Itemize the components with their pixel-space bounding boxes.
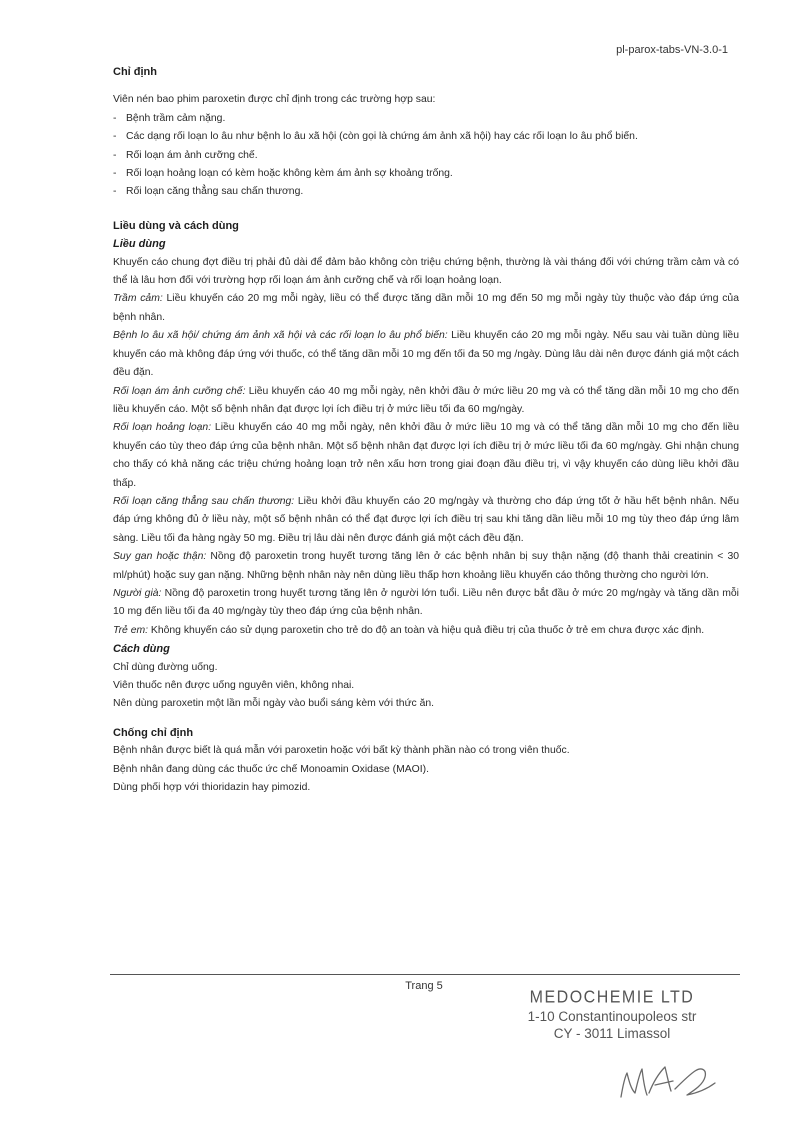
footer-divider <box>110 974 740 975</box>
dose-general-paragraph: Khuyến cáo chung đợt điều trị phải đủ dài để đảm bảo không còn triệu chứng bệnh, thường là vài tháng đối với chứng trầm cảm và có thể là lâu hơn đối với trường hợp rối loạn ám ảnh cưỡng chế và rối loạn hoảng loạn. <box>113 256 739 287</box>
dose-paragraph: Rối loạn căng thẳng sau chấn thương: Liều khởi đầu khuyến cáo 20 mg/ngày và thường cho đáp ứng tốt ở hầu hết bệnh nhân. Nếu đáp ứng không đủ ở liều này, một số bệnh nhân có thể đạt được lợi ích điều trị sau khi tăng dần liều mỗi 10 mg tùy theo đáp ứng lâm sàng. Liều tối đa hàng ngày 50 mg. Điều trị lâu dài nên được đánh giá một cách đều đặn. <box>113 495 739 544</box>
indications-intro: Viên nén bao phim paroxetin được chỉ định trong các trường hợp sau: <box>113 94 436 106</box>
handwritten-signature <box>615 1055 725 1105</box>
subsection-title-dose: Liều dùng <box>113 238 166 251</box>
administration-line: Viên thuốc nên được uống nguyên viên, không nhai. <box>113 680 355 691</box>
dose-paragraph: Trẻ em: Không khuyến cáo sử dụng paroxetin cho trẻ do độ an toàn và hiệu quả điều trị của thuốc ở trẻ em chưa được xác định. <box>113 624 705 636</box>
administration-line: Nên dùng paroxetin một lần mỗi ngày vào buổi sáng kèm với thức ăn. <box>113 698 435 710</box>
administration-line: Chỉ dùng đường uống. <box>113 661 218 673</box>
company-stamp <box>512 988 712 1042</box>
stamp-address-city: CY - 3011 Limassol <box>553 1026 671 1041</box>
subsection-title-administration: Cách dùng <box>113 643 170 656</box>
dose-paragraph: Rối loạn hoảng loạn: Liều khuyến cáo 40 mg mỗi ngày, nên khởi đầu ở mức liều 10 mg và có thể tăng dần mỗi 10 mg cho đến liều khuyến cáo tùy theo đáp ứng của bệnh nhân. Một số bệnh nhân đạt được lợi ích điều trị ở mức liều tối đa 60 mg/ngày. Ghi nhận chung cho thấy có khả năng các triệu chứng hoảng loạn trở nên xấu hơn trong giai đoạn đầu điều trị, vì vậy khuyến cáo dùng liều khởi đầu thấp. <box>113 422 739 489</box>
stamp-address-street: 1-10 Constantinoupoleos str <box>527 1009 697 1024</box>
contraindication-line: Bệnh nhân được biết là quá mẫn với paroxetin hoặc với bất kỳ thành phần nào có trong viên thuốc. <box>113 745 570 757</box>
list-item: - Rối loạn căng thẳng sau chấn thương. <box>113 186 304 198</box>
dose-paragraph: Rối loạn ám ảnh cưỡng chế: Liều khuyến cáo 40 mg mỗi ngày, nên khởi đầu ở mức liều 20 mg và có thể tăng dần mỗi 10 mg cho đến liều khuyến cáo. Một số bệnh nhân đạt được lợi ích điều trị ở mức liều tối đa 60 mg/ngày. <box>113 385 739 415</box>
dose-paragraph: Suy gan hoặc thận: Nồng độ paroxetin trong huyết tương tăng lên ở các bệnh nhân bị suy thận nặng (độ thanh thải creatinin < 30 ml/phút) hoặc suy gan nặng. Những bệnh nhân này nên dùng liều thấp hơn khoảng liều khuyến cáo thông thường cho người lớn. <box>113 551 740 581</box>
section-title-contraindications: Chống chỉ định <box>113 726 194 739</box>
dose-paragraph: Người già: Nồng độ paroxetin trong huyết tương tăng lên ở người lớn tuổi. Liều nên được bắt đầu ở mức 20 mg/ngày và tăng dần mỗi 10 mg đến liều tối đa 40 mg/ngày tùy theo đáp ứng của bệnh nhân. <box>113 587 739 618</box>
page-number: Trang 5 <box>405 980 443 992</box>
stamp-company-name: MEDOCHEMIE LTD <box>529 988 695 1007</box>
dose-paragraph: Trầm cảm: Liều khuyến cáo 20 mg mỗi ngày, liều có thể được tăng dần mỗi 10 mg đến 50 mg mỗi ngày tùy thuộc vào đáp ứng của bệnh nhân. <box>113 293 739 323</box>
list-item: - Rối loạn ám ảnh cưỡng chế. <box>113 149 258 161</box>
list-item: - Bệnh trầm cảm nặng. <box>113 112 226 124</box>
contraindication-line: Bệnh nhân đang dùng các thuốc ức chế Monoamin Oxidase (MAOI). <box>113 763 429 775</box>
document-code: pl-parox-tabs-VN-3.0-1 <box>616 44 728 56</box>
list-item: - Rối loạn hoảng loạn có kèm hoặc không kèm ám ảnh sợ khoảng trống. <box>113 168 453 180</box>
list-item: - Các dạng rối loạn lo âu như bệnh lo âu xã hội (còn gọi là chứng ám ảnh xã hội) hay các rối loạn lo âu phổ biến. <box>113 131 638 143</box>
document-body <box>113 63 739 797</box>
section-title-indications: Chỉ định <box>113 66 157 78</box>
dose-paragraph: Bệnh lo âu xã hội/ chứng ám ảnh xã hội và các rối loạn lo âu phổ biến: Liều khuyến cáo 20 mg mỗi ngày. Nếu sau vài tuần dùng liều khuyến cáo mà không đáp ứng với thuốc, có thể tăng dần mỗi 10 mg đến tối đa 50 mg /ngày. Dùng lâu dài nên được đánh giá một cách đều đặn. <box>113 330 739 379</box>
section-title-dosage: Liều dùng và cách dùng <box>113 219 239 232</box>
contraindication-line: Dùng phối hợp với thioridazin hay pimozid. <box>113 782 311 794</box>
